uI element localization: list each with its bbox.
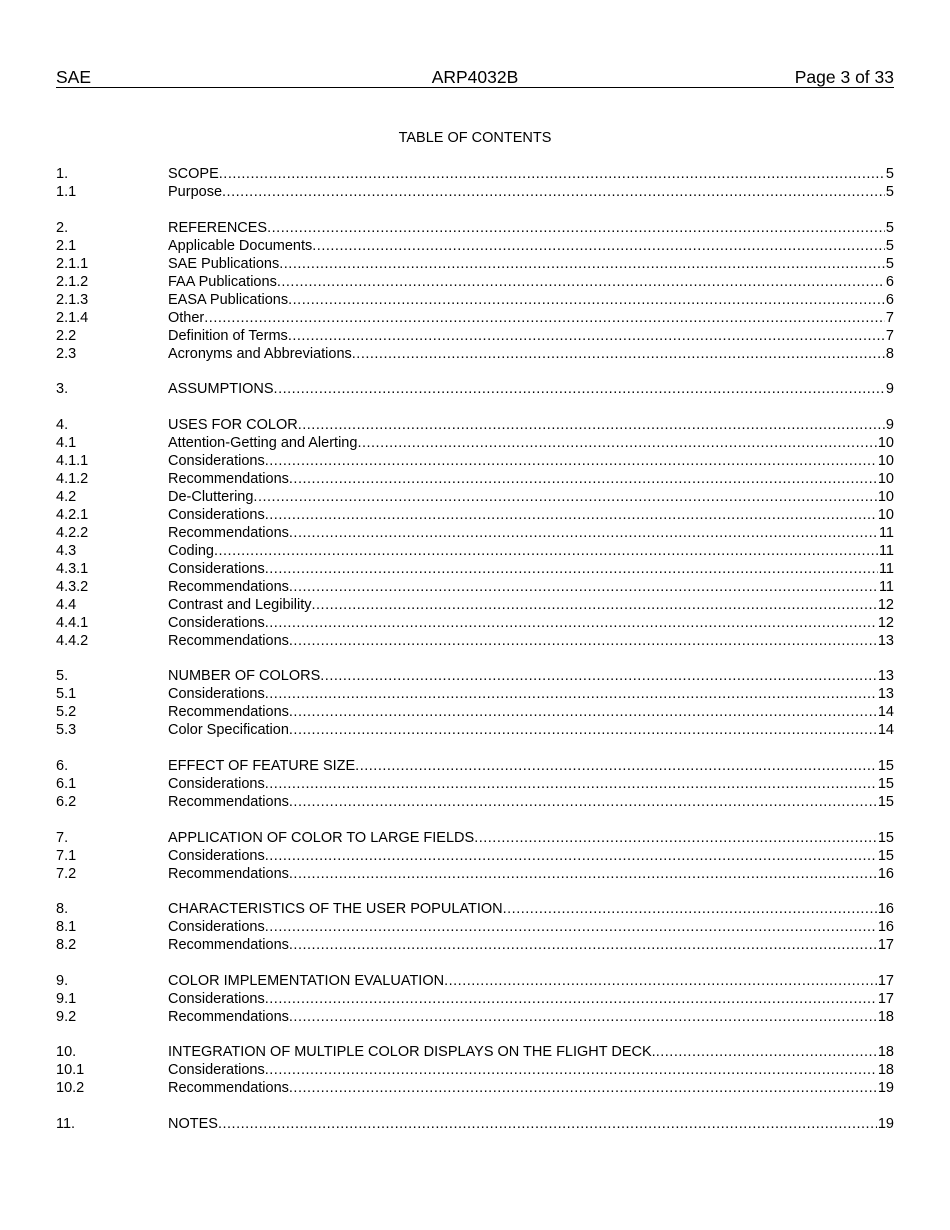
toc-entry-page: 7 (885, 327, 894, 344)
dot-leader (289, 936, 877, 954)
toc-entry-title: CHARACTERISTICS OF THE USER POPULATION (168, 901, 503, 918)
toc-entry[interactable] (56, 524, 894, 542)
toc-entry-page: 16 (877, 919, 894, 936)
toc-entry[interactable] (56, 452, 894, 470)
toc-entry-title: APPLICATION OF COLOR TO LARGE FIELDS (168, 829, 475, 846)
toc-entry[interactable] (56, 488, 894, 506)
toc-section (56, 219, 894, 363)
toc-entry-number: 1.1 (56, 184, 77, 200)
dot-leader (289, 865, 877, 883)
dot-leader (289, 703, 877, 721)
toc-entry-page: 14 (877, 704, 894, 721)
toc-entry-number: 9.1 (56, 990, 77, 1007)
toc-entry-page: 13 (877, 632, 894, 649)
toc-entry-page: 11 (878, 524, 894, 541)
toc-entry-number: 4.4.1 (56, 614, 89, 631)
toc-entry-page: 11 (878, 578, 894, 595)
toc-entry-title: SCOPE (168, 166, 219, 182)
toc-entry-number: 5. (56, 668, 69, 685)
toc-entry[interactable] (56, 327, 894, 345)
toc-entry[interactable] (56, 183, 894, 201)
toc-entry-title: Considerations (168, 919, 265, 936)
toc-entry-title: Applicable Documents (168, 237, 313, 254)
toc-entry[interactable] (56, 990, 894, 1008)
dot-leader (219, 165, 885, 183)
toc-entry-title: Recommendations (168, 865, 289, 882)
toc-entry-page: 5 (885, 184, 894, 200)
dot-leader (357, 434, 876, 452)
toc-entry[interactable] (56, 434, 894, 452)
dot-leader (265, 847, 877, 865)
toc-entry[interactable] (56, 596, 894, 614)
toc-entry[interactable] (56, 685, 894, 703)
toc-entry-number: 7.2 (56, 865, 77, 882)
toc-entry-number: 2. (56, 219, 69, 236)
toc-entry-number: 6.1 (56, 775, 77, 792)
toc-entry-number: 2.1.4 (56, 309, 89, 326)
toc-section (56, 416, 894, 650)
toc-entry-number: 2.1 (56, 237, 77, 254)
dot-leader (265, 452, 877, 470)
toc-entry-page: 14 (877, 722, 894, 739)
dot-leader (267, 219, 885, 237)
toc-entry-number: 2.1.2 (56, 273, 89, 290)
toc-entry-page: 18 (877, 1062, 894, 1079)
toc-entry-title: Considerations (168, 506, 265, 523)
toc-entry-number: 4.1.2 (56, 470, 89, 487)
toc-entry-title: Contrast and Legibility (168, 596, 312, 613)
dot-leader (265, 506, 877, 524)
toc-entry[interactable] (56, 865, 894, 883)
dot-leader (279, 255, 885, 273)
toc-entry-page: 15 (877, 793, 894, 810)
toc-entry[interactable] (56, 632, 894, 650)
toc-entry-page: 15 (877, 829, 894, 846)
toc-entry[interactable] (56, 703, 894, 721)
page-header (56, 67, 894, 88)
toc-entry-title: Attention-Getting and Alerting (168, 434, 358, 451)
toc-entry[interactable] (56, 273, 894, 291)
toc-entry-page: 19 (877, 1080, 894, 1097)
toc-entry-number: 9. (56, 972, 69, 989)
dot-leader (204, 309, 885, 327)
dot-leader (288, 291, 885, 309)
toc-section (56, 380, 894, 398)
toc-entry[interactable] (56, 793, 894, 811)
toc-entry[interactable] (56, 936, 894, 954)
toc-entry-number: 4.2 (56, 488, 77, 505)
toc-entry-number: 11. (56, 1115, 76, 1132)
toc-section (56, 757, 894, 811)
toc-entry[interactable] (56, 255, 894, 273)
dot-leader (289, 1008, 877, 1026)
toc-entry-page: 17 (877, 990, 894, 1007)
toc-entry[interactable] (56, 237, 894, 255)
toc-entry-number: 4.3.1 (56, 560, 89, 577)
dot-leader (222, 183, 885, 201)
toc-entry-title: Considerations (168, 1062, 265, 1079)
toc-entry-title: EASA Publications (168, 291, 289, 308)
toc-entry-number: 4.1.1 (56, 452, 89, 469)
dot-leader (289, 793, 877, 811)
toc-entry[interactable] (56, 416, 894, 434)
toc-entry-title: Color Specification (168, 722, 289, 739)
toc-entry-page: 9 (885, 381, 894, 398)
toc-entry-title: Recommendations (168, 632, 289, 649)
toc-entry-page: 17 (877, 937, 894, 954)
toc-entry-number: 2.1.1 (56, 255, 89, 272)
dot-leader (311, 596, 876, 614)
dot-leader (265, 560, 878, 578)
toc-entry[interactable] (56, 829, 894, 847)
toc-entry[interactable] (56, 614, 894, 632)
toc-entry-page: 15 (877, 847, 894, 864)
toc-entry-page: 6 (885, 273, 894, 290)
toc-section (56, 829, 894, 883)
toc-entry-title: De-Cluttering (168, 488, 254, 505)
toc-entry-title: Purpose (168, 184, 223, 200)
toc-entry-title: NOTES (168, 1115, 218, 1132)
toc-entry-title: Acronyms and Abbreviations (168, 345, 352, 362)
toc-entry-title: Considerations (168, 560, 265, 577)
toc-entry-title: ASSUMPTIONS (168, 381, 274, 398)
toc-entry-number: 8.1 (56, 919, 77, 936)
toc-entry-page: 6 (885, 291, 894, 308)
toc-entry[interactable] (56, 560, 894, 578)
toc-entry-title: INTEGRATION OF MULTIPLE COLOR DISPLAYS ON THE FLIGHT DECK. (168, 1044, 656, 1061)
dot-leader (289, 470, 877, 488)
dot-leader (312, 237, 885, 255)
toc-entry-title: Considerations (168, 847, 265, 864)
toc-entry[interactable] (56, 918, 894, 936)
toc-entry[interactable] (56, 775, 894, 793)
dot-leader (289, 632, 877, 650)
toc-entry-number: 3. (56, 381, 69, 398)
toc-entry-title: Recommendations (168, 937, 289, 954)
toc-entry[interactable] (56, 345, 894, 363)
toc-entry-page: 5 (885, 166, 894, 182)
toc-section (56, 900, 894, 954)
toc-entry-page: 12 (877, 596, 894, 613)
toc-entry-page: 18 (877, 1008, 894, 1025)
toc-entry[interactable] (56, 757, 894, 775)
dot-leader (656, 1043, 877, 1061)
dot-leader (288, 327, 885, 345)
toc-entry[interactable] (56, 847, 894, 865)
toc-entry-title: REFERENCES (168, 219, 268, 236)
dot-leader (265, 614, 877, 632)
toc-entry-page: 10 (877, 506, 894, 523)
dot-leader (320, 667, 877, 685)
toc-entry-number: 9.2 (56, 1008, 77, 1025)
toc-entry-number: 7. (56, 829, 69, 846)
header-organization: SAE (56, 67, 92, 87)
toc-section (56, 165, 894, 201)
dot-leader (253, 488, 876, 506)
toc-section (56, 1043, 894, 1097)
toc-entry-title: Considerations (168, 775, 265, 792)
toc-entry-title: NUMBER OF COLORS (168, 668, 321, 685)
toc-entry-page: 16 (877, 865, 894, 882)
toc-entry-number: 7.1 (56, 847, 77, 864)
dot-leader (277, 273, 885, 291)
toc-entry-number: 2.3 (56, 345, 77, 362)
toc-entry-number: 4. (56, 416, 69, 433)
toc-entry-title: Considerations (168, 686, 265, 703)
dot-leader (289, 721, 877, 739)
toc-entry-page: 13 (877, 668, 894, 685)
toc-entry-title: USES FOR COLOR (168, 416, 298, 433)
toc-entry[interactable] (56, 721, 894, 739)
toc-entry-page: 11 (878, 542, 894, 559)
toc-entry-title: FAA Publications (168, 273, 277, 290)
toc-entry[interactable] (56, 1079, 894, 1097)
toc-entry-number: 10.1 (56, 1062, 85, 1079)
toc-entry-number: 4.4.2 (56, 632, 89, 649)
dot-leader (444, 972, 877, 990)
toc-entry-title: Recommendations (168, 793, 289, 810)
dot-leader (503, 900, 877, 918)
toc-entry-number: 5.1 (56, 686, 77, 703)
toc-entry-title: Recommendations (168, 470, 289, 487)
toc-entry-number: 6.2 (56, 793, 77, 810)
toc-entry[interactable] (56, 1043, 894, 1061)
dot-leader (265, 685, 877, 703)
toc-entry-number: 4.2.2 (56, 524, 89, 541)
toc-entry-page: 15 (877, 757, 894, 774)
toc-entry-page: 19 (877, 1115, 894, 1132)
toc-entry[interactable] (56, 542, 894, 560)
toc-entry-page: 5 (885, 255, 894, 272)
dot-leader (265, 990, 877, 1008)
toc-entry-title: Recommendations (168, 1080, 289, 1097)
toc-entry-number: 10.2 (56, 1080, 85, 1097)
dot-leader (289, 524, 878, 542)
header-page-number: Page 3 of 33 (794, 67, 894, 87)
toc-entry-page: 17 (877, 972, 894, 989)
toc-entry-page: 13 (877, 686, 894, 703)
toc-entry[interactable] (56, 1115, 894, 1133)
dot-leader (265, 1061, 877, 1079)
toc-entry-number: 4.4 (56, 596, 77, 613)
toc-entry-page: 9 (885, 416, 894, 433)
toc-entry-number: 4.1 (56, 434, 77, 451)
dot-leader (352, 345, 885, 363)
toc-entry-page: 8 (885, 345, 894, 362)
toc-entry-number: 5.2 (56, 704, 77, 721)
dot-leader (214, 542, 878, 560)
toc-entry-title: Coding (168, 542, 214, 559)
toc-entry-page: 18 (877, 1044, 894, 1061)
toc-entry[interactable] (56, 1008, 894, 1026)
toc-entry-title: COLOR IMPLEMENTATION EVALUATION (168, 972, 445, 989)
toc-entry-title: Other (168, 309, 205, 326)
toc-entry[interactable] (56, 291, 894, 309)
toc-entry-number: 10. (56, 1044, 77, 1061)
toc-entry-page: 10 (877, 488, 894, 505)
toc-entry-title: SAE Publications (168, 255, 280, 272)
toc-entry-number: 4.3 (56, 542, 77, 559)
toc-entry[interactable] (56, 380, 894, 398)
dot-leader (289, 1079, 877, 1097)
toc-entry-title: Considerations (168, 614, 265, 631)
toc-entry[interactable] (56, 506, 894, 524)
dot-leader (265, 775, 877, 793)
toc-entry[interactable] (56, 578, 894, 596)
toc-entry-title: EFFECT OF FEATURE SIZE (168, 757, 356, 774)
toc-entry[interactable] (56, 1061, 894, 1079)
toc-entry-number: 4.2.1 (56, 506, 89, 523)
toc-section (56, 1115, 894, 1133)
toc-entry-title: Considerations (168, 990, 265, 1007)
toc-entry-page: 16 (877, 901, 894, 918)
table-of-contents (56, 165, 894, 1151)
toc-entry-title: Recommendations (168, 524, 289, 541)
dot-leader (355, 757, 877, 775)
toc-entry-title: Considerations (168, 452, 265, 469)
toc-entry-page: 15 (877, 775, 894, 792)
toc-entry-title: Recommendations (168, 578, 289, 595)
dot-leader (298, 416, 885, 434)
toc-entry-page: 7 (885, 309, 894, 326)
toc-entry-number: 1. (56, 166, 69, 182)
dot-leader (474, 829, 877, 847)
toc-entry[interactable] (56, 219, 894, 237)
toc-entry-number: 8. (56, 901, 69, 918)
toc-entry-number: 5.3 (56, 722, 77, 739)
header-document-id: ARP4032B (431, 67, 519, 87)
dot-leader (218, 1115, 877, 1133)
toc-title: TABLE OF CONTENTS (398, 130, 552, 146)
dot-leader (289, 578, 878, 596)
toc-entry-title: Recommendations (168, 1008, 289, 1025)
toc-entry[interactable] (56, 900, 894, 918)
toc-entry[interactable] (56, 309, 894, 327)
toc-entry-number: 8.2 (56, 937, 77, 954)
toc-entry[interactable] (56, 667, 894, 685)
toc-entry-page: 11 (878, 560, 894, 577)
dot-leader (274, 380, 885, 398)
toc-entry-page: 10 (877, 470, 894, 487)
toc-entry-title: Recommendations (168, 704, 289, 721)
toc-entry-page: 5 (885, 219, 894, 236)
toc-entry-title: Definition of Terms (168, 327, 288, 344)
toc-entry[interactable] (56, 470, 894, 488)
toc-entry-page: 10 (877, 452, 894, 469)
toc-entry-number: 4.3.2 (56, 578, 89, 595)
toc-entry-page: 10 (877, 434, 894, 451)
toc-entry[interactable] (56, 165, 894, 183)
toc-entry-number: 6. (56, 757, 69, 774)
toc-entry-number: 2.1.3 (56, 291, 89, 308)
toc-entry-number: 2.2 (56, 327, 77, 344)
toc-entry-page: 5 (885, 237, 894, 254)
toc-section (56, 972, 894, 1026)
toc-section (56, 667, 894, 739)
toc-entry[interactable] (56, 972, 894, 990)
dot-leader (265, 918, 877, 936)
toc-entry-page: 12 (877, 614, 894, 631)
